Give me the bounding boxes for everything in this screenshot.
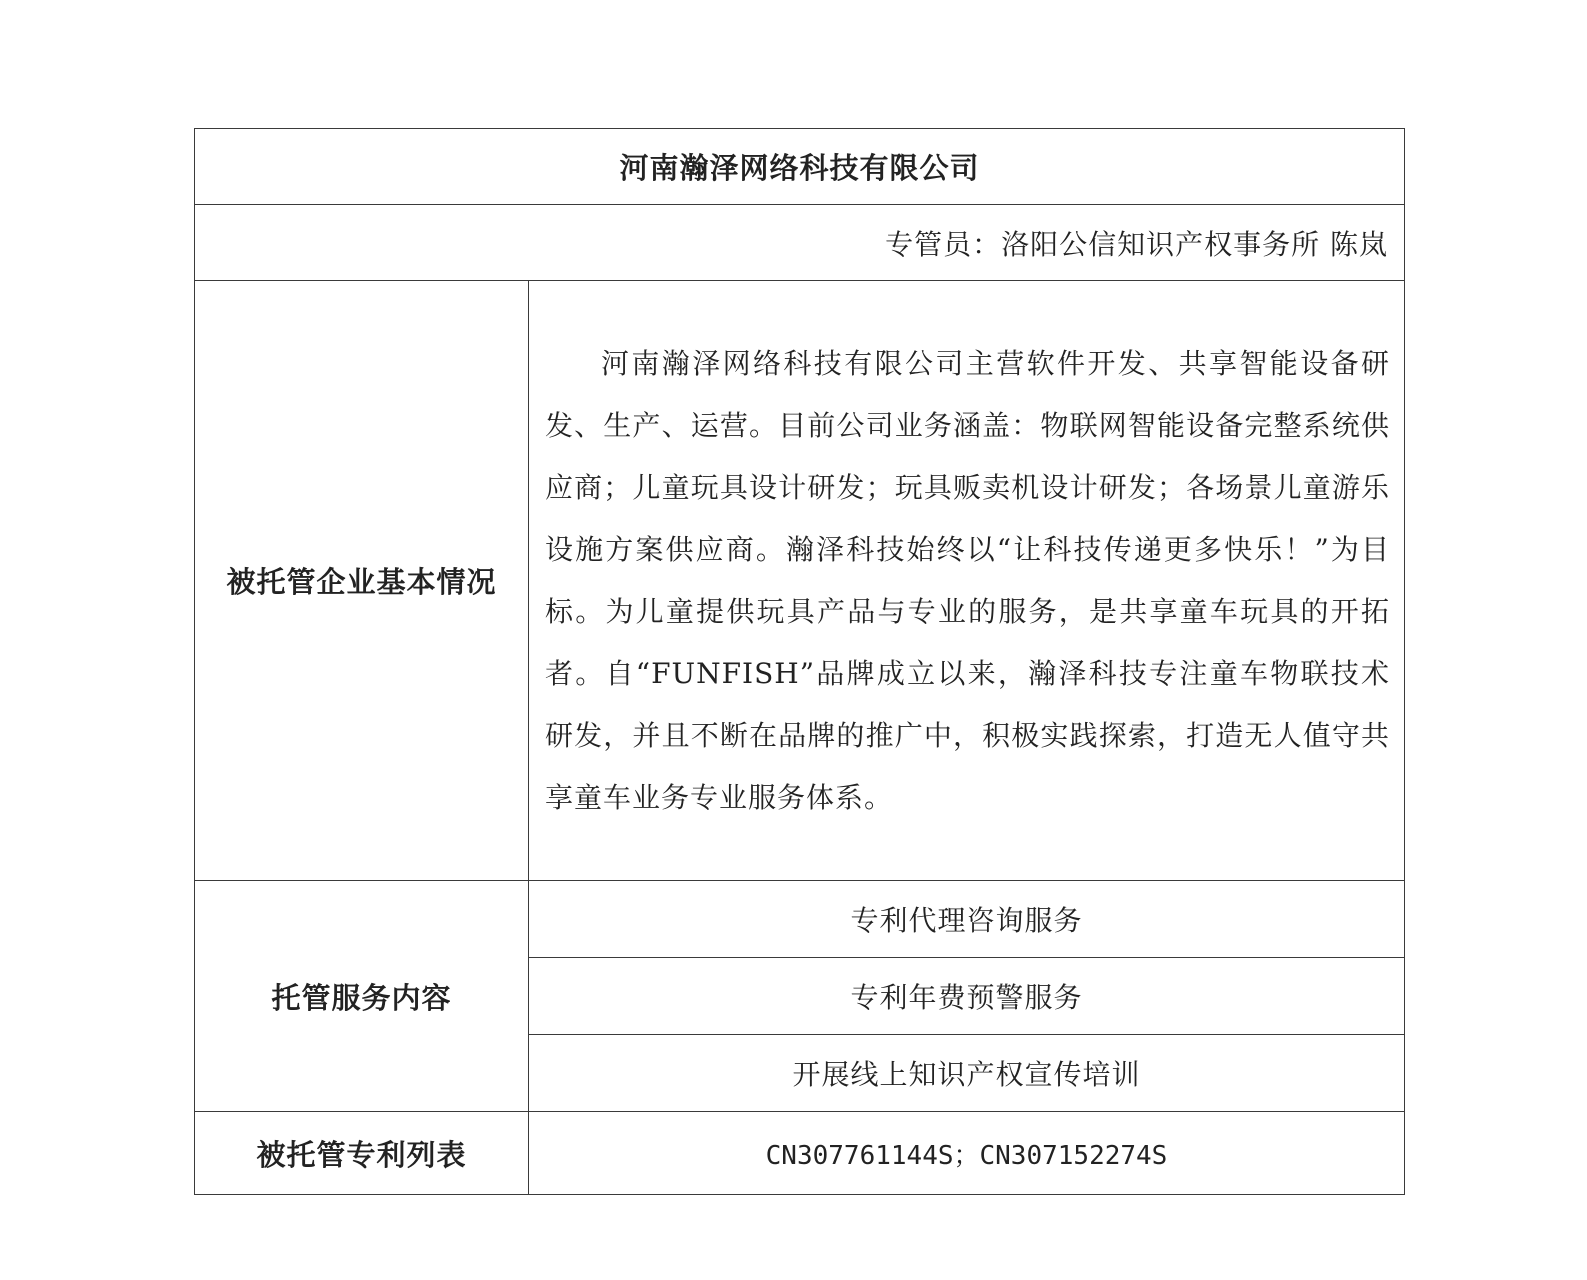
basic-info-label: 被托管企业基本情况 <box>195 281 529 881</box>
patents-list: CN307761144S；CN307152274S <box>529 1112 1405 1195</box>
service-item: 专利年费预警服务 <box>529 958 1405 1035</box>
service-item: 开展线上知识产权宣传培训 <box>529 1035 1405 1112</box>
services-label: 托管服务内容 <box>195 881 529 1112</box>
manager-line: 专管员：洛阳公信知识产权事务所 陈岚 <box>195 205 1405 281</box>
company-title: 河南瀚泽网络科技有限公司 <box>195 129 1405 205</box>
patents-label: 被托管专利列表 <box>195 1112 529 1195</box>
service-row <box>195 881 1405 958</box>
patents-row <box>195 1112 1405 1195</box>
hosting-info-table <box>194 128 1405 1195</box>
title-row <box>195 129 1405 205</box>
basic-info-text: 河南瀚泽网络科技有限公司主营软件开发、共享智能设备研发、生产、运营。目前公司业务涵盖：物联网智能设备完整系统供应商；儿童玩具设计研发；玩具贩卖机设计研发；各场景儿童游乐设施方案供应商。瀚泽科技始终以“让科技传递更多快乐！”为目标。为儿童提供玩具产品与专业的服务，是共享童车玩具的开拓者。自“FUNFISH”品牌成立以来，瀚泽科技专注童车物联技术研发，并且不断在品牌的推广中，积极实践探索，打造无人值守共享童车业务专业服务体系。 <box>529 281 1405 881</box>
basic-info-row <box>195 281 1405 881</box>
service-item: 专利代理咨询服务 <box>529 881 1405 958</box>
manager-row <box>195 205 1405 281</box>
